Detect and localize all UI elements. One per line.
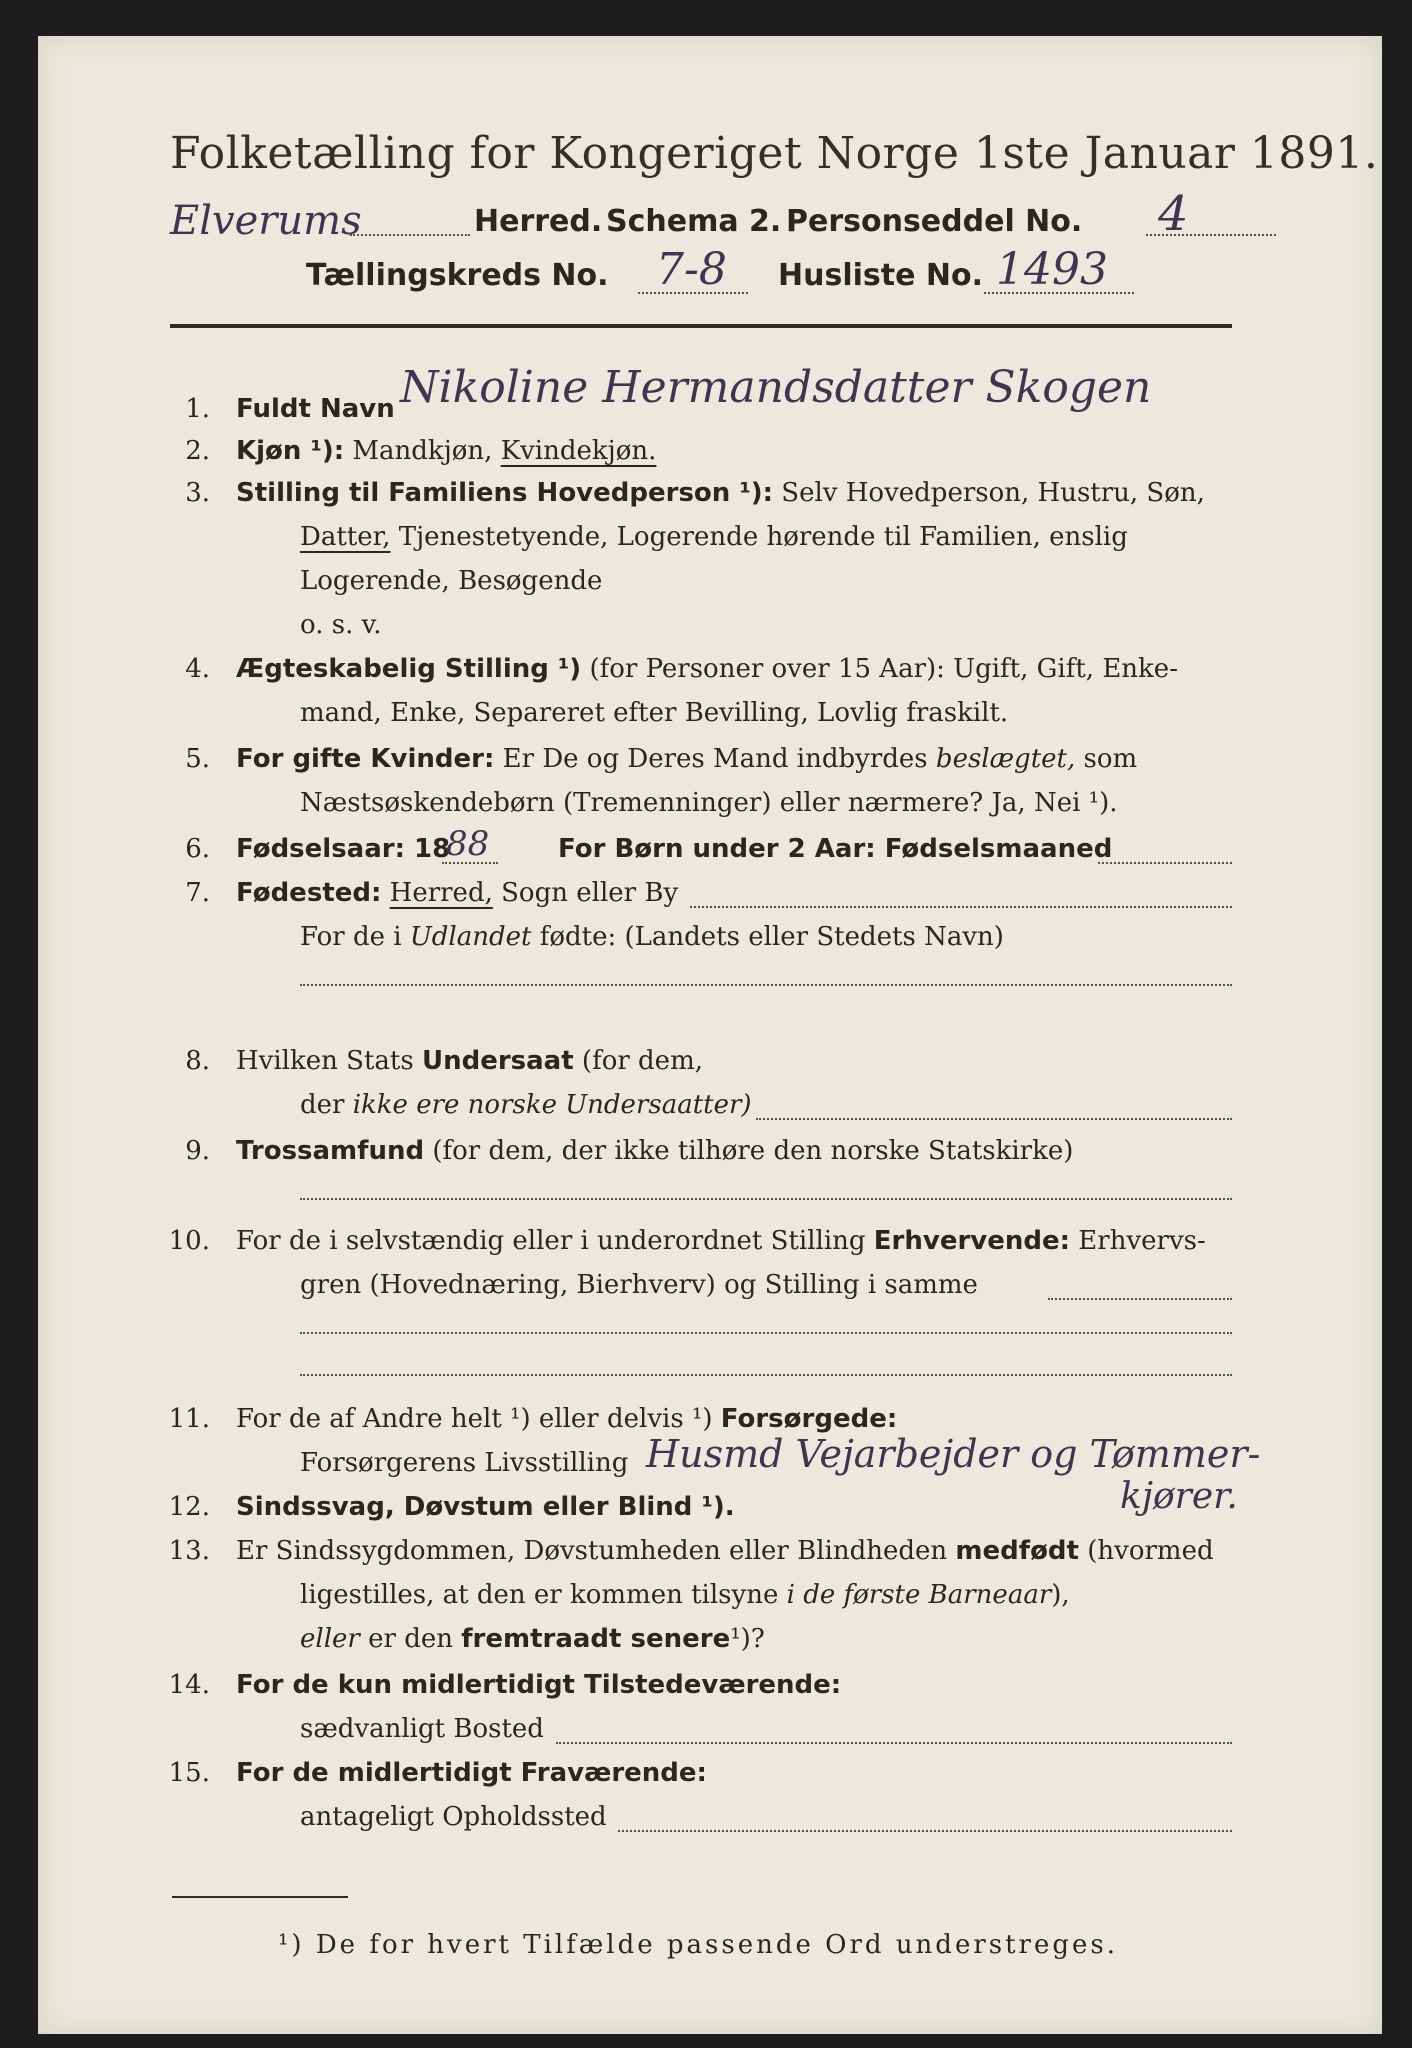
- position-line-1: [236, 478, 1205, 508]
- married-women-question: Er De og Deres Mand indbyrdes: [502, 744, 928, 774]
- congenital-line-1: [236, 1536, 1214, 1566]
- congenital-text-3b: er den: [368, 1624, 453, 1654]
- sex-option-female: Kvindekjøn.: [500, 436, 657, 466]
- congenital-text-3c: fremtraadt senere: [461, 1624, 731, 1654]
- item-number: 11.: [168, 1404, 210, 1434]
- item-number: 14.: [168, 1670, 210, 1700]
- kreds-value: 7-8: [656, 244, 727, 295]
- kreds-label: Tællingskreds No.: [306, 258, 609, 293]
- schema-label: Schema 2.: [606, 204, 782, 239]
- religion-line: [236, 1136, 1073, 1166]
- position-option-datter: Datter,: [300, 522, 391, 552]
- position-options-2: Tjenestetyende, Logerende hørende til Familien, enslig: [398, 522, 1128, 552]
- citizenship-text-der: der: [300, 1090, 345, 1120]
- husliste-dots: [984, 292, 1134, 294]
- birthplace-options: Sogn eller By: [501, 878, 679, 908]
- married-women-line-1: [236, 744, 1137, 774]
- occupation-text-a: For de i selvstændig eller i underordnet Stilling: [236, 1226, 866, 1256]
- usual-residence-label: sædvanligt Bosted: [300, 1714, 544, 1744]
- congenital-text-3d: ¹)?: [730, 1624, 765, 1654]
- birth-year-value: 88: [446, 824, 490, 864]
- married-women-related: beslægtet,: [935, 744, 1076, 774]
- census-form-sheet: [38, 36, 1382, 2034]
- occupation-dots-2: [300, 1332, 1232, 1334]
- citizenship-text-a: Hvilken Stats: [236, 1046, 414, 1076]
- birthplace-line-1: [236, 878, 678, 908]
- sex-line: [236, 436, 656, 466]
- congenital-text-a: Er Sindssygdommen, Døvstumheden eller Blindheden: [236, 1536, 948, 1566]
- position-options-1: Selv Hovedperson, Hustru, Søn,: [781, 478, 1205, 508]
- supported-label: Forsørgede:: [720, 1404, 898, 1434]
- birthplace-abroad-dots: [300, 984, 1232, 986]
- supporter-occupation-value-cont: kjører.: [1120, 1476, 1238, 1517]
- item-number: 15.: [168, 1758, 210, 1788]
- personseddel-label: Personseddel No.: [786, 204, 1083, 239]
- religion-text: (for dem, der ikke tilhøre den norske Statskirke): [432, 1136, 1074, 1166]
- congenital-label: medfødt: [955, 1536, 1079, 1566]
- birthplace-dots: [690, 906, 1232, 908]
- item-number: 10.: [168, 1226, 210, 1256]
- occupation-line-1: [236, 1226, 1206, 1256]
- congenital-text-2a: ligestilles, at den er kommen tilsyne: [300, 1580, 779, 1610]
- congenital-text-2c: ),: [1051, 1580, 1070, 1610]
- birthplace-abroad-b: Udlandet: [409, 922, 532, 952]
- item-number: 2.: [185, 436, 210, 466]
- supported-text-a: For de af Andre helt ¹) eller delvis ¹): [236, 1404, 713, 1434]
- birthplace-herred: Herred,: [389, 878, 493, 908]
- sex-option-male: Mandkjøn,: [352, 436, 493, 466]
- personseddel-value: 4: [1158, 186, 1189, 242]
- congenital-text-c: (hvormed: [1087, 1536, 1214, 1566]
- personseddel-dots: [1146, 234, 1276, 236]
- probable-residence-label: antageligt Opholdssted: [300, 1802, 607, 1832]
- sex-label: Kjøn ¹):: [236, 436, 345, 466]
- marital-line-1: [236, 654, 1178, 684]
- married-women-som: som: [1083, 744, 1138, 774]
- citizenship-label: Undersaat: [421, 1046, 574, 1076]
- occupation-dots-1: [1048, 1298, 1232, 1300]
- item-number: 7.: [185, 878, 210, 908]
- item-number: 6.: [185, 834, 210, 864]
- birthplace-label: Fødested:: [236, 878, 382, 908]
- husliste-value: 1493: [996, 244, 1108, 295]
- item-number: 9.: [185, 1136, 210, 1166]
- position-line-4: o. s. v.: [300, 610, 382, 640]
- birth-month-label: For Børn under 2 Aar: Fødselsmaaned: [558, 834, 1113, 864]
- supporter-occupation-label: Forsørgerens Livsstilling: [300, 1448, 629, 1478]
- citizenship-line-2: [300, 1090, 752, 1120]
- husliste-label: Husliste No.: [778, 258, 983, 293]
- full-name-label: Fuldt Navn: [236, 394, 395, 424]
- footnote-rule: [172, 1896, 348, 1898]
- footnote: ¹) De for hvert Tilfælde passende Ord understreges.: [278, 1930, 1119, 1960]
- birth-month-dots: [1098, 862, 1232, 864]
- full-name-value: Nikoline Hermandsdatter Skogen: [400, 362, 1152, 413]
- birth-year-dots: [442, 862, 498, 864]
- congenital-line-3: [300, 1624, 765, 1654]
- birthplace-abroad-a: For de i: [300, 922, 402, 952]
- occupation-dots-3: [300, 1374, 1232, 1376]
- herred-dots: [350, 234, 470, 236]
- marital-options-1: (for Personer over 15 Aar): Ugift, Gift, Enke-: [589, 654, 1178, 684]
- occupation-label: Erhvervende:: [873, 1226, 1071, 1256]
- position-label: Stilling til Familiens Hovedperson ¹):: [236, 478, 774, 508]
- disability-label: Sindssvag, Døvstum eller Blind ¹).: [236, 1492, 735, 1522]
- occupation-text-c: Erhvervs-: [1078, 1226, 1206, 1256]
- religion-label: Trossamfund: [236, 1136, 425, 1166]
- citizenship-line-1: [236, 1046, 703, 1076]
- birthplace-abroad-c: fødte: (Landets eller Stedets Navn): [539, 922, 1004, 952]
- citizenship-dots: [756, 1118, 1232, 1120]
- item-number: 8.: [185, 1046, 210, 1076]
- item-number: 3.: [185, 478, 210, 508]
- item-number: 1.: [185, 394, 210, 424]
- item-number: 13.: [168, 1536, 210, 1566]
- supported-line-1: [236, 1404, 897, 1434]
- position-line-2: [300, 522, 1128, 552]
- item-number: 4.: [185, 654, 210, 684]
- temp-absent-label: For de midlertidigt Fraværende:: [236, 1758, 707, 1788]
- marital-label: Ægteskabelig Stilling ¹): [236, 654, 582, 684]
- kreds-dots: [638, 292, 748, 294]
- citizenship-text-ikke: ikke ere norske Undersaatter): [352, 1090, 752, 1120]
- marital-line-2: mand, Enke, Separeret efter Bevilling, Lovlig fraskilt.: [300, 698, 1009, 728]
- married-women-line-2: Næstsøskendebørn (Tremenninger) eller nærmere? Ja, Nei ¹).: [300, 788, 1118, 818]
- header-rule: [170, 324, 1232, 328]
- religion-dots: [300, 1198, 1232, 1200]
- herred-label: Herred.: [474, 204, 603, 239]
- herred-value: Elverums: [170, 198, 362, 244]
- birthplace-line-2: [300, 922, 1004, 952]
- temp-present-label: For de kun midlertidigt Tilstedeværende:: [236, 1670, 842, 1700]
- position-line-3: Logerende, Besøgende: [300, 566, 603, 596]
- form-title: Folketælling for Kongeriget Norge 1ste Januar 1891.: [170, 128, 1379, 179]
- congenital-text-3a: eller: [300, 1624, 360, 1654]
- supporter-occupation-value: Husmd Vejarbejder og Tømmer-: [646, 1432, 1261, 1476]
- item-number: 12.: [168, 1492, 210, 1522]
- probable-residence-dots: [618, 1830, 1232, 1832]
- congenital-line-2: [300, 1580, 1070, 1610]
- congenital-text-2b: i de første Barneaar: [786, 1580, 1052, 1610]
- birth-year-label: Fødselsaar: 18: [236, 834, 451, 864]
- married-women-label: For gifte Kvinder:: [236, 744, 495, 774]
- item-number: 5.: [185, 744, 210, 774]
- occupation-line-2: gren (Hovednæring, Bierhverv) og Stilling i samme: [300, 1270, 978, 1300]
- usual-residence-dots: [556, 1742, 1232, 1744]
- citizenship-text-c: (for dem,: [581, 1046, 703, 1076]
